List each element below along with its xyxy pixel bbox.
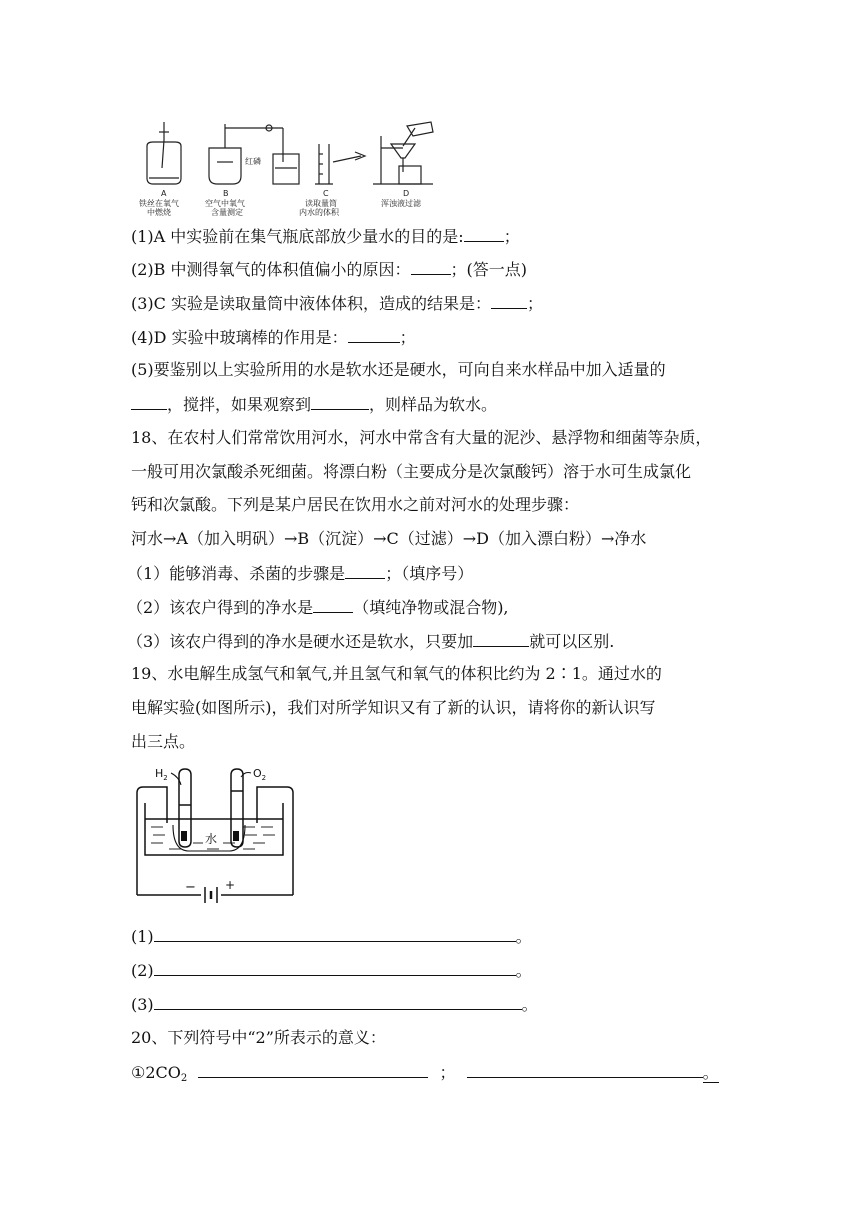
q18-line3: 钙和次氯酸。下列是某户居民在饮用水之前对河水的处理步骤： <box>131 495 580 514</box>
q17-part5-line1: (5)要鉴别以上实验所用的水是软水还是硬水，可向自来水样品中加入适量的 <box>131 360 666 379</box>
q17-blank-4[interactable] <box>348 327 400 343</box>
q17-blank-2[interactable] <box>411 259 451 275</box>
h2-label: $H_2$ <box>155 767 168 782</box>
fig-b-caption-2: 含量测定 <box>211 208 243 217</box>
q20-blank-1[interactable] <box>198 1062 428 1078</box>
q19-answer-3: (3) 。 <box>131 995 538 1014</box>
fig-d-caption-1: 浑浊液过滤 <box>381 199 421 208</box>
plus-sign: + <box>225 878 236 892</box>
q18-sub2: （2）该农户得到的净水是 （填纯净物或混合物), <box>127 598 509 617</box>
q18-line4: 河水→A（加入明矾）→B（沉淀）→C（过滤）→D（加入漂白粉）→净水 <box>131 529 647 548</box>
fig-c-caption-1: 读取量筒 <box>305 199 337 208</box>
q19-blank-1[interactable] <box>154 926 516 942</box>
fig-d-letter: D <box>403 189 410 198</box>
q19-line3: 出三点。 <box>131 732 196 751</box>
q17-blank-1[interactable] <box>464 226 504 242</box>
q17-part5-line2: ，搅拌，如果观察到 ，则样品为软水。 <box>131 394 497 415</box>
q17-part3: (3)C 实验是读取量筒中液体体积，造成的结果是： ； <box>131 294 544 313</box>
minus-sign: − <box>185 880 196 895</box>
q19-blank-3[interactable] <box>154 994 522 1010</box>
q19-answer-2: (2) 。 <box>131 961 532 980</box>
h2-electrode <box>181 831 187 841</box>
q20-line1: 20、下列符号中“2”所表示的意义： <box>131 1028 386 1047</box>
q18-line1: 18、在农村人们常常饮用河水，河水中常含有大量的泥沙、悬浮物和细菌等杂质， <box>131 428 712 447</box>
fig-b-letter: B <box>223 189 229 198</box>
q18-sub3: （3）该农户得到的净水是硬水还是软水，只要加 就可以区别. <box>127 632 615 651</box>
q17-part1: (1)A 中实验前在集气瓶底部放少量水的目的是: ； <box>131 227 520 246</box>
q20-item1: ①2CO2 ； 。 <box>131 1063 719 1084</box>
q18-blank-2[interactable] <box>313 597 353 613</box>
fig-c-caption-2: 内水的体积 <box>299 208 339 217</box>
fig-a-caption-2: 中燃烧 <box>147 208 171 217</box>
fig-a-letter: A <box>161 189 167 198</box>
experiment-figure-abcd <box>133 118 443 218</box>
q18-blank-1[interactable] <box>345 563 385 579</box>
q19-blank-2[interactable] <box>154 960 516 976</box>
q20-blank-2[interactable] <box>467 1062 703 1078</box>
fig-a-caption-1: 铁丝在氧气 <box>139 199 179 208</box>
q17-part2: (2)B 中测得氧气的体积值偏小的原因： ；(答一点) <box>131 260 528 279</box>
o2-electrode <box>233 831 239 841</box>
fig-c-letter: C <box>323 189 329 198</box>
q17-part4: (4)D 实验中玻璃棒的作用是： ； <box>131 328 416 347</box>
q17-blank-3[interactable] <box>491 293 527 309</box>
fig-b-red-phosphorus: 红磷 <box>245 157 261 166</box>
q19-line1: 19、水电解生成氢气和氧气,并且氢气和氧气的体积比约为 2∶1。通过水的 <box>131 664 662 683</box>
q19-answer-1: (1) 。 <box>131 927 532 946</box>
q17-blank-5[interactable] <box>131 394 167 410</box>
electrolysis-figure <box>133 763 299 905</box>
q18-sub1: （1）能够消毒、杀菌的步骤是 ；（填序号） <box>127 564 474 583</box>
q18-blank-3[interactable] <box>473 631 529 647</box>
water-label: 水 <box>205 832 218 846</box>
o2-label: $O_2$ <box>253 767 267 782</box>
fig-b-caption-1: 空气中氧气 <box>205 199 245 208</box>
q18-line2: 一般可用次氯酸杀死细菌。将漂白粉（主要成分是次氯酸钙）溶于水可生成氯化 <box>131 462 692 481</box>
q17-blank-6[interactable] <box>311 394 369 410</box>
q19-line2: 电解实验(如图所示)，我们对所学知识又有了新的认识，请将你的新认识写 <box>131 698 656 717</box>
